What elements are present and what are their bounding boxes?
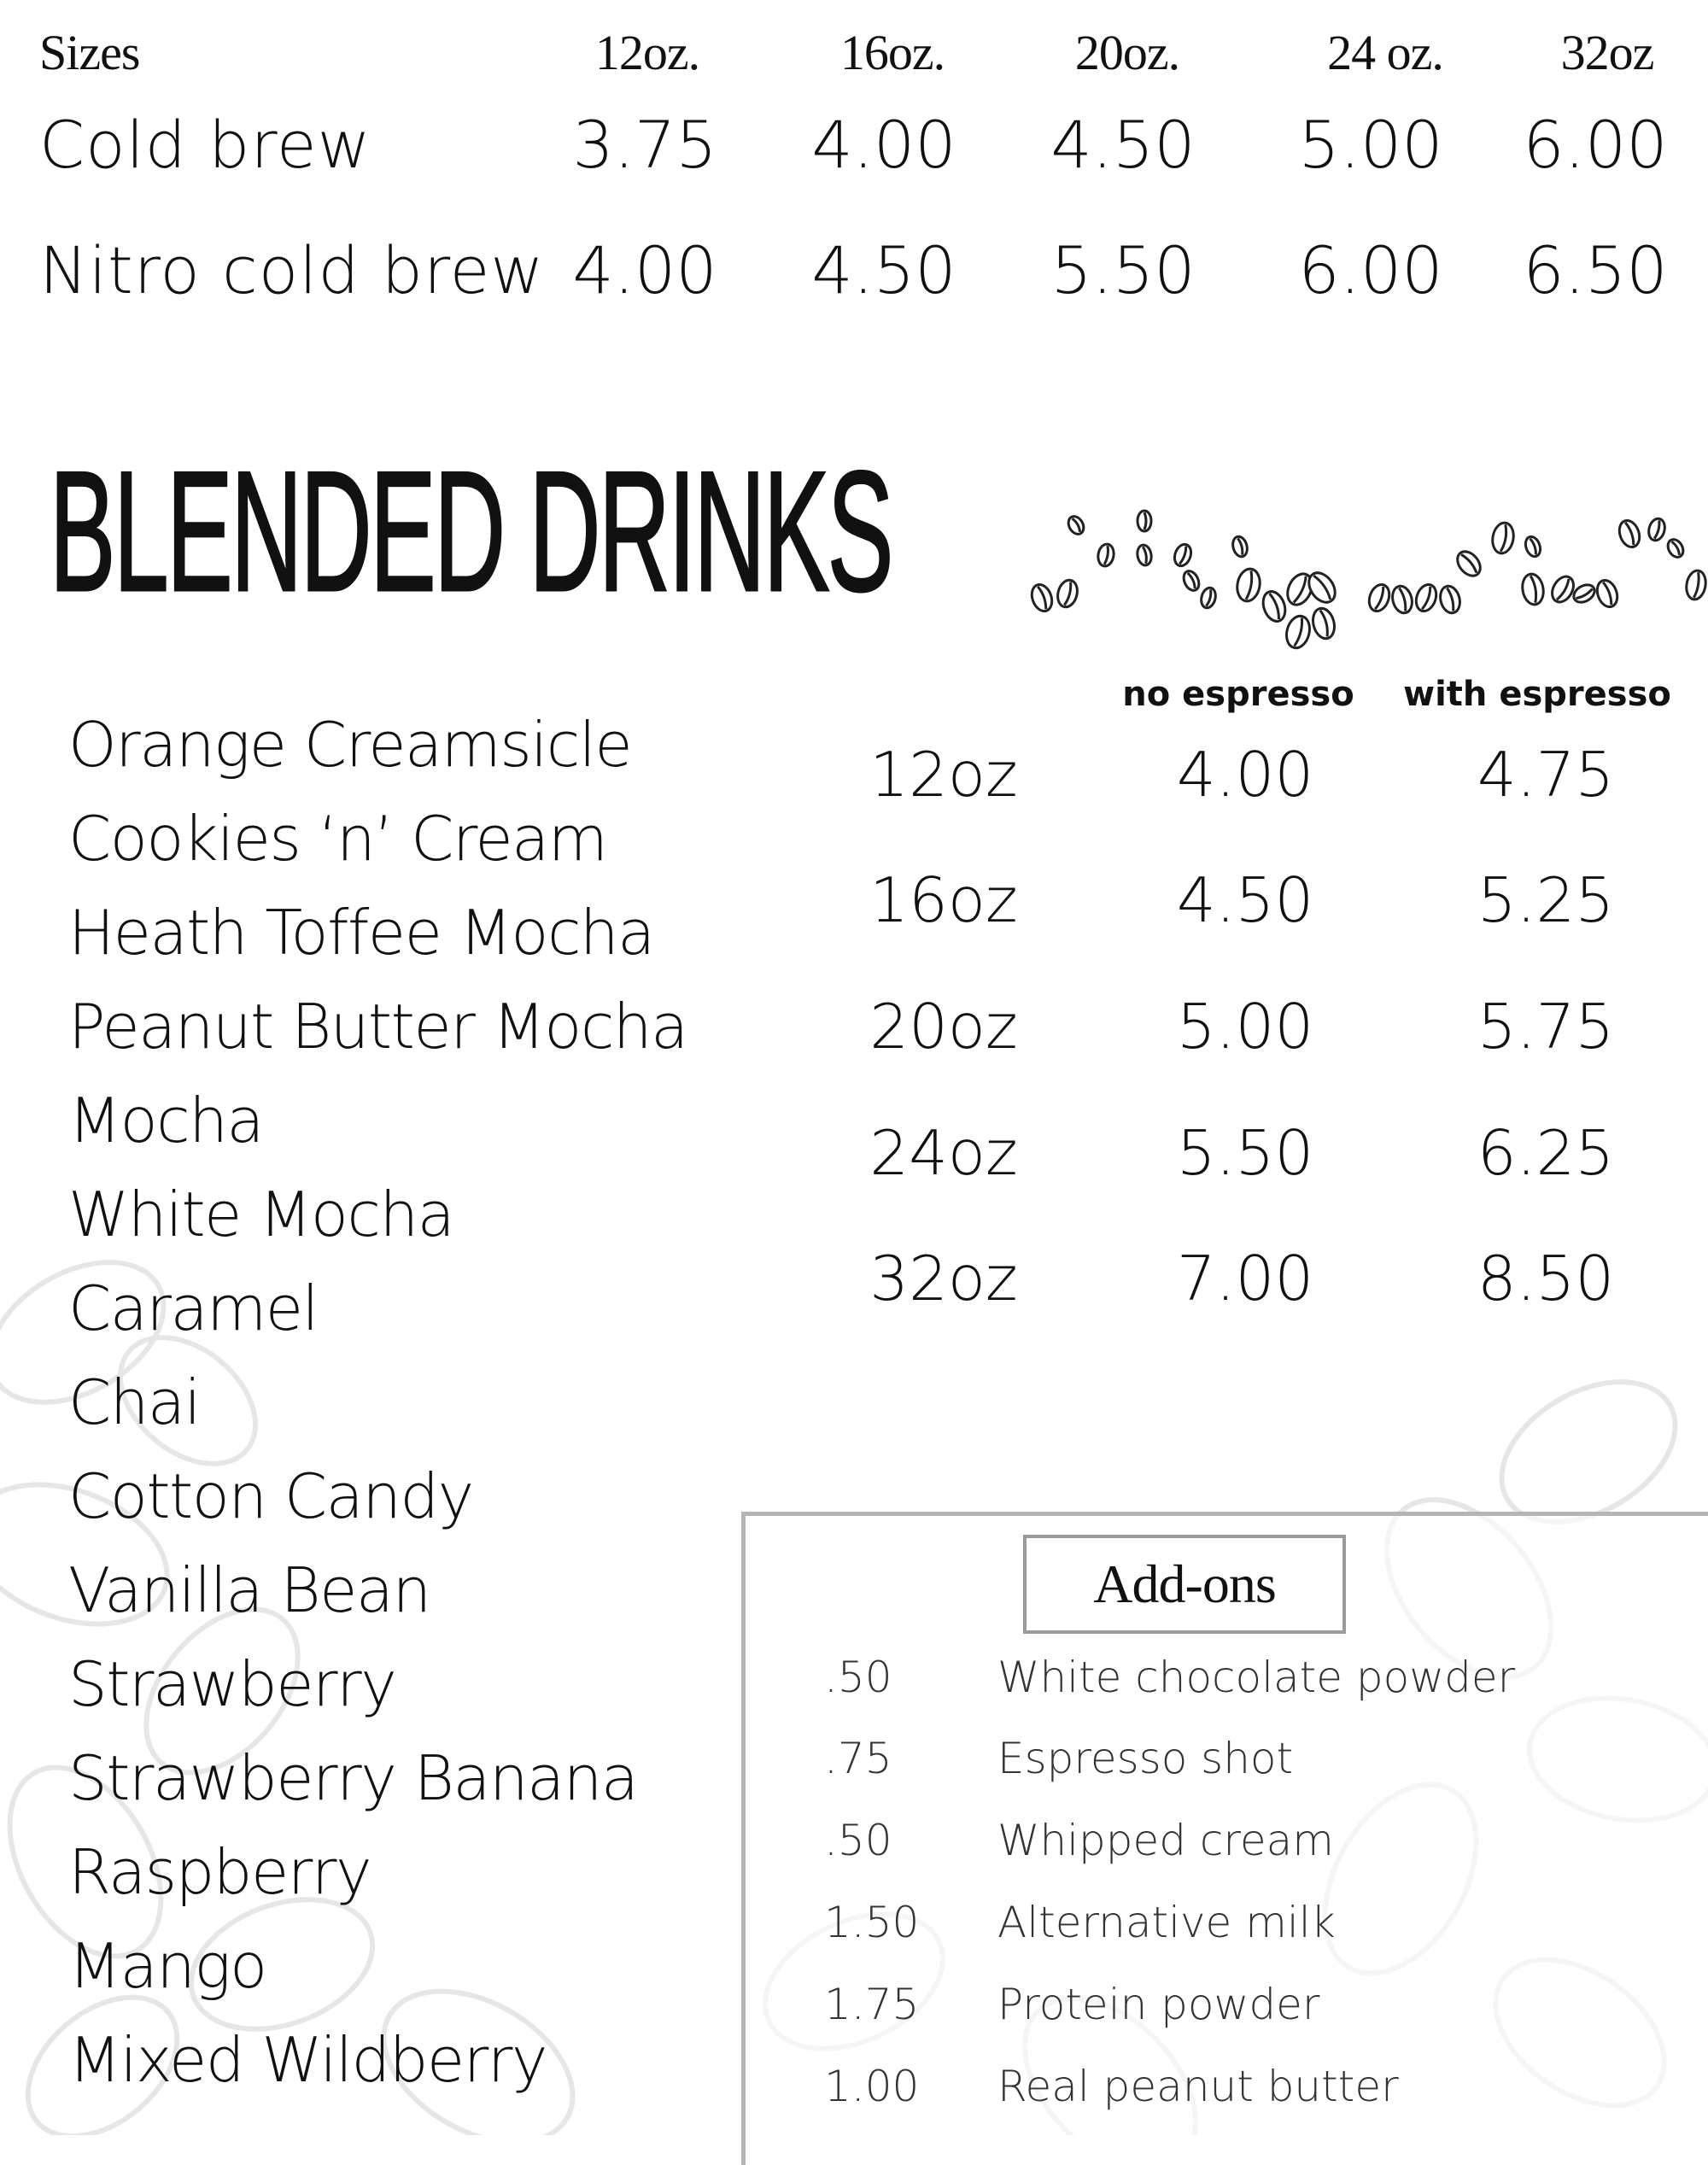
list-item: Strawberry [68,1648,396,1720]
cold-brew-price-24: 5.00 [1298,107,1443,183]
list-item: Caramel [68,1273,319,1344]
blended-size-12: 12oz [869,739,1018,810]
blended-price-with-20: 5.75 [1477,991,1615,1062]
blended-price-with-12: 4.75 [1477,739,1615,810]
addons-title: Add-ons [1093,1554,1276,1614]
blended-size-32: 32oz [869,1243,1018,1314]
list-item: White Mocha [68,1179,454,1250]
no-espresso-header: no espresso [1122,675,1354,714]
addon-name: Espresso shot [997,1734,1294,1783]
list-item: Mixed Wildberry [68,2024,547,2096]
addon-name: Whipped cream [997,1816,1334,1865]
blended-size-24: 24oz [869,1117,1018,1189]
list-item: Raspberry [68,1836,371,1908]
addons-title-box [1023,1535,1346,1634]
addon-name: Protein powder [997,1980,1320,2029]
list-item: Orange Creamsicle [68,709,632,781]
blended-price-no-20: 5.00 [1176,991,1314,1062]
cold-brew-name: Cold brew [39,107,371,183]
list-item: Vanilla Bean [68,1554,430,1626]
nitro-cold-brew-name: Nitro cold brew [39,232,545,308]
nitro-price-20: 5.50 [1050,232,1196,308]
blended-drinks-title: BLENDED DRINKS [50,436,892,627]
nitro-price-24: 6.00 [1298,232,1443,308]
blended-price-with-16: 5.25 [1477,864,1615,936]
list-item: Mocha [68,1085,264,1156]
addon-price: 1.50 [824,1898,920,1947]
list-item: Strawberry Banana [68,1742,638,1814]
size-header-12: 12oz. [594,25,700,80]
size-header-32: 32oz [1560,25,1654,80]
blended-size-20: 20oz [869,991,1018,1062]
nitro-price-32: 6.50 [1523,232,1668,308]
list-item: Heath Toffee Mocha [68,897,654,968]
cold-brew-price-12: 3.75 [572,107,717,183]
size-header-16: 16oz. [839,25,945,80]
list-item: Cookies ‘n’ Cream [68,803,607,875]
cold-brew-price-16: 4.00 [811,107,956,183]
blended-size-16: 16oz [869,864,1018,936]
list-item: Cotton Candy [68,1460,473,1532]
size-header-24: 24 oz. [1327,25,1443,80]
blended-price-no-12: 4.00 [1176,739,1314,810]
blended-price-with-32: 8.50 [1477,1243,1615,1314]
blended-price-no-32: 7.00 [1176,1243,1314,1314]
sizes-label: Sizes [39,25,140,80]
blended-price-no-24: 5.50 [1176,1117,1314,1189]
addon-price: .75 [824,1734,892,1783]
nitro-price-12: 4.00 [572,232,717,308]
addon-price: .50 [824,1653,892,1702]
coffee-bean-icon [1025,495,1708,666]
size-header-20: 20oz. [1074,25,1180,80]
addon-price: 1.75 [824,1980,920,2029]
addon-price: 1.00 [824,2062,920,2111]
addon-name: Real peanut butter [997,2062,1399,2111]
blended-price-no-16: 4.50 [1176,864,1314,936]
list-item: Chai [68,1366,201,1438]
list-item: Peanut Butter Mocha [68,991,687,1062]
addon-price: .50 [824,1816,892,1865]
list-item: Mango [68,1930,266,2002]
addon-name: Alternative milk [997,1898,1336,1947]
cold-brew-price-20: 4.50 [1050,107,1196,183]
blended-price-with-24: 6.25 [1477,1117,1615,1189]
addon-name: White chocolate powder [997,1653,1516,1702]
nitro-price-16: 4.50 [811,232,956,308]
cold-brew-price-32: 6.00 [1523,107,1668,183]
with-espresso-header: with espresso [1403,675,1671,714]
